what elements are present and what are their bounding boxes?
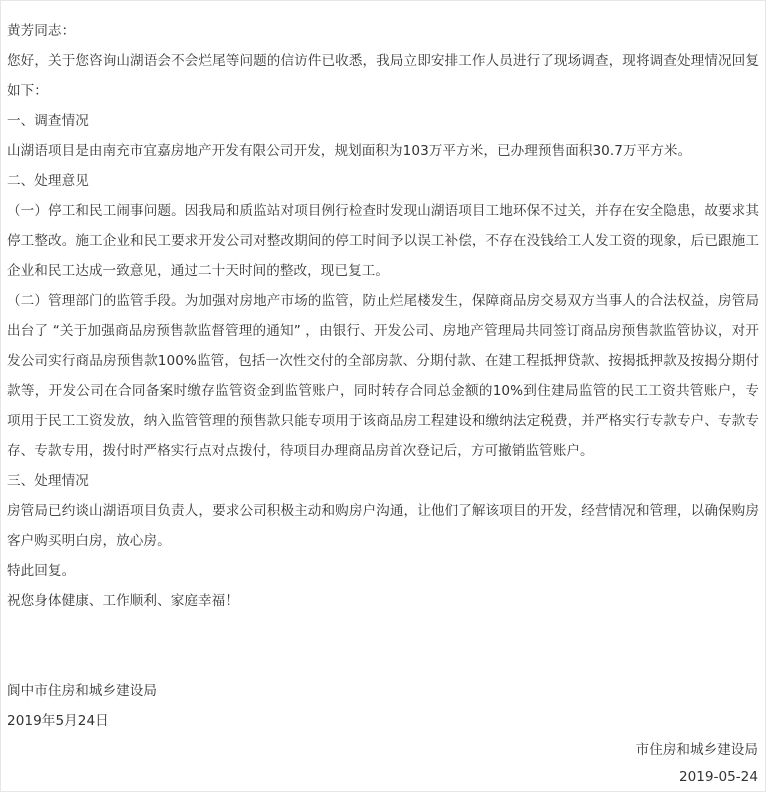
section1-heading: 一、调查情况 [7, 113, 89, 129]
section3-body: 房管局已约谈山湖语项目负责人，要求公司积极主动和购房户沟通，让他们了解该项目的开发，经营情况和管理，以确保购房客户购买明白房，放心房。 [7, 503, 759, 549]
section3-heading: 三、处理情况 [7, 473, 89, 489]
closing-line: 特此回复。 [7, 563, 76, 579]
signer-name: 阆中市住房和城乡建设局 [7, 683, 158, 699]
reply-letter [7, 16, 759, 736]
section2-item2: （二）管理部门的监管手段。为加强对房地产市场的监管，防止烂尾楼发生，保障商品房交易双方当事人的合法权益，房管局出台了 “关于加强商品房预售款监督管理的通知” ，由银行、开发公司、房地产管理局共同签订商品房预售款监管协议，对开发公司实行商品房预售款100%监管，包括一次性交付的全部房款、分期付款、在建工程抵押贷款、按揭抵押款及按揭分期付款等，开发公司在合同备案时缴存监管资金到监管账户，同时转存合同总金额的10%到住建局监管的民工工资共管账户，专项用于民工工资发放，纳入监管管理的预售款只能专项用于该商品房工程建设和缴纳法定税费，并严格实行专款专户、专款专存、专款专用，拨付时严格实行点对点拨付，待项目办理商品房首次登记后，方可撤销监管账户。 [7, 293, 759, 459]
reply-organization: 市住房和城乡建设局 [635, 742, 758, 758]
reply-date: 2019-05-24 [678, 769, 758, 785]
section2-heading: 二、处理意见 [7, 173, 89, 189]
section2-item1: （一）停工和民工闹事问题。因我局和质监站对项目例行检查时发现山湖语项目工地环保不过关，并存在安全隐患，故要求其停工整改。施工企业和民工要求开发公司对整改期间的停工时间予以误工补偿，不存在没钱给工人发工资的现象，后已跟施工企业和民工达成一致意见，通过二十天时间的整改，现已复工。 [7, 203, 759, 279]
signature-spacer [7, 616, 759, 676]
salutation: 黄芳同志： [7, 23, 76, 39]
section1-body: 山湖语项目是由南充市宜嘉房地产开发有限公司开发，规划面积为103万平方米，已办理预售面积30.7万平方米。 [7, 143, 692, 159]
intro-paragraph: 您好，关于您咨询山湖语会不会烂尾等问题的信访件已收悉，我局立即安排工作人员进行了现场调查，现将调查处理情况回复如下： [7, 53, 759, 99]
wishes-line: 祝您身体健康、工作顺利、家庭幸福！ [7, 593, 239, 609]
signed-date: 2019年5月24日 [7, 713, 109, 729]
